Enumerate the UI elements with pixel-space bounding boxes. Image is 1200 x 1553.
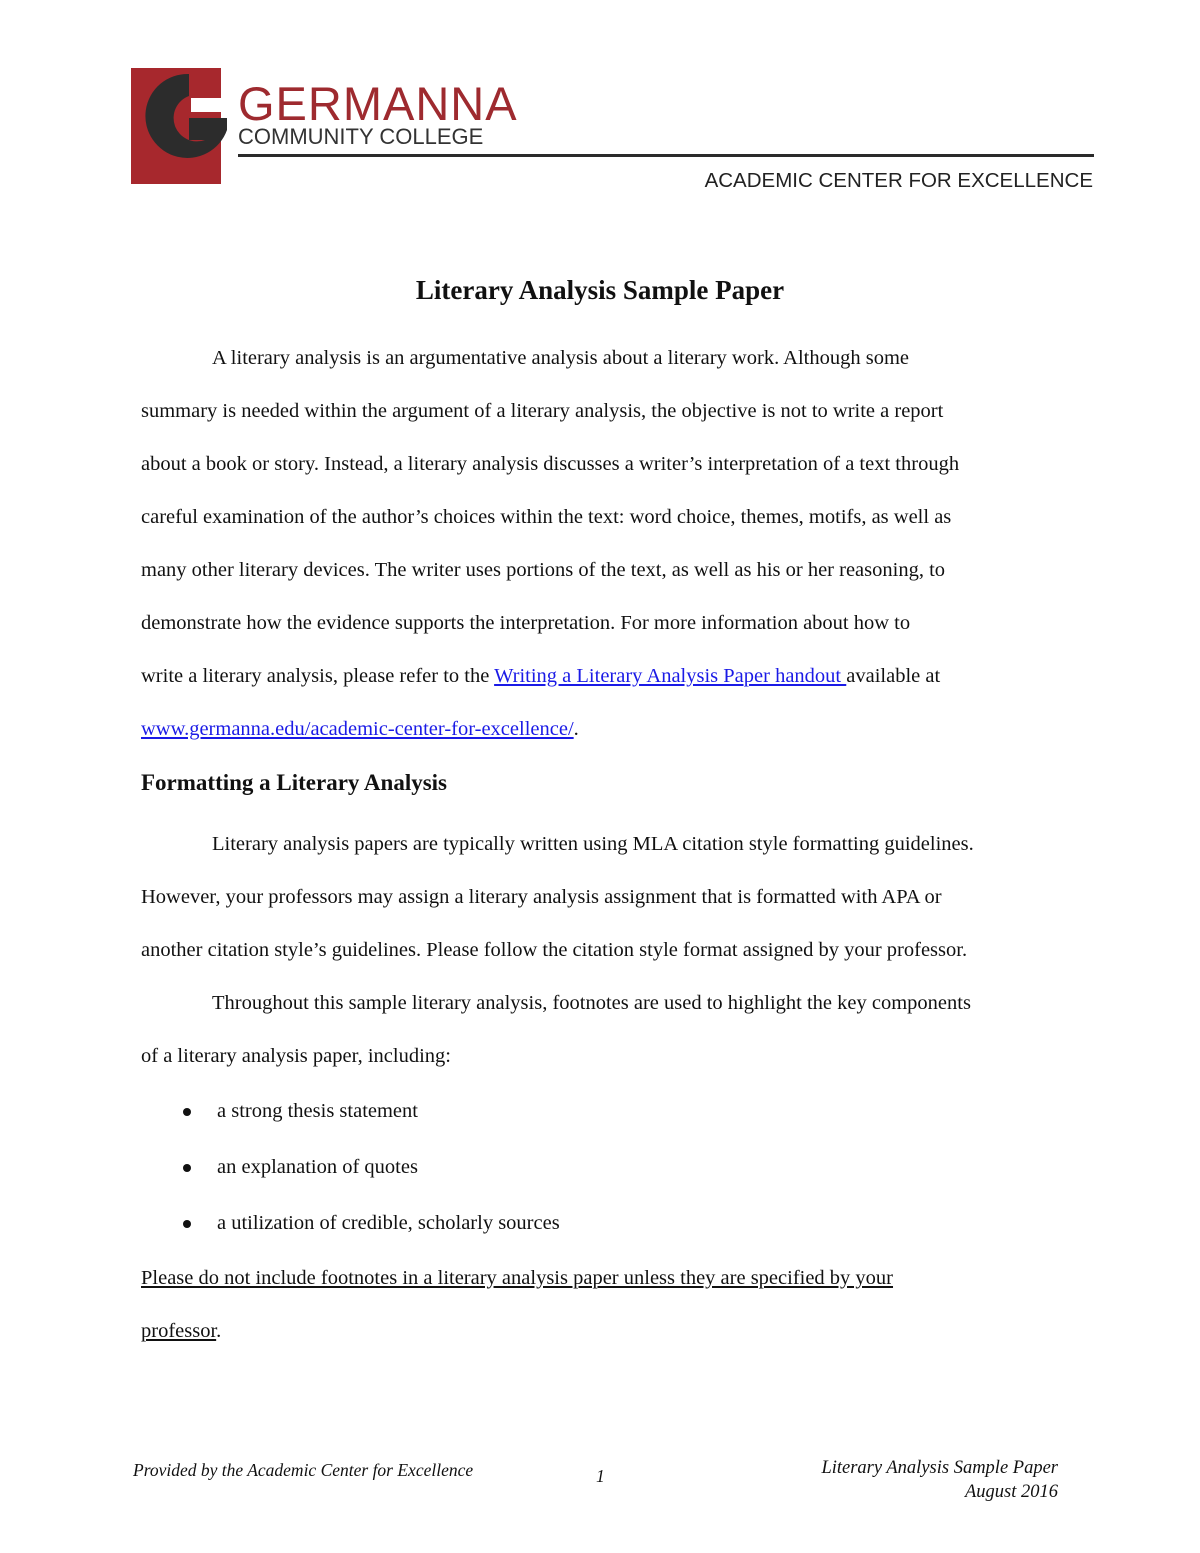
college-name: GERMANNA [238,77,518,130]
formatting-line: Literary analysis papers are typically written using MLA citation style formatting guidelines. [212,833,974,855]
bullet-icon [183,1164,191,1172]
footnote-note-end [141,1319,221,1344]
logo-g-icon [131,68,241,184]
website-link[interactable]: www.germanna.edu/academic-center-for-excellence/ [141,718,574,740]
formatting-line: Throughout this sample literary analysis, footnotes are used to highlight the key components [212,992,971,1014]
college-subtitle: COMMUNITY COLLEGE [238,124,484,149]
footer-provider: Provided by the Academic Center for Excellence [133,1460,474,1480]
intro-text: available at [846,665,941,687]
formatting-line: of a literary analysis paper, including: [141,1045,451,1067]
bullet-item: a strong thesis statement [217,1100,418,1122]
formatting-line: another citation style’s guidelines. Please follow the citation style format assigned by your professor. [141,939,968,961]
intro-line: careful examination of the author’s choices within the text: word choice, themes, motifs, as well as [141,506,952,528]
bullet-item: a utilization of credible, scholarly sources [217,1212,560,1234]
footnote-note-text: professor [141,1320,217,1342]
intro-line: summary is needed within the argument of a literary analysis, the objective is not to write a report [141,400,944,422]
intro-line: demonstrate how the evidence supports the interpretation. For more information about how to [141,612,911,634]
intro-text: write a literary analysis, please refer to the [141,665,495,687]
document-title: Literary Analysis Sample Paper [415,275,785,305]
handout-link[interactable]: Writing a Literary Analysis Paper handout [494,665,847,687]
intro-line: about a book or story. Instead, a literary analysis discusses a writer’s interpretation of a text through [141,453,960,475]
footer-doc-info [821,1456,1058,1504]
header-divider [238,154,1094,157]
intro-line-with-link [141,664,940,689]
section-heading: Formatting a Literary Analysis [141,770,447,795]
intro-line: many other literary devices. The writer uses portions of the text, as well as his or her reasoning, to [141,559,946,581]
footnote-note: Please do not include footnotes in a literary analysis paper unless they are specified by your [141,1267,894,1289]
period: . [216,1320,222,1342]
footer-title: Literary Analysis Sample Paper [821,1458,1058,1478]
intro-url-line [141,717,579,742]
bullet-item: an explanation of quotes [217,1156,418,1178]
college-logo-mark [131,68,221,184]
page-number: 1 [596,1466,605,1486]
bullet-icon [183,1108,191,1116]
period: . [573,718,579,740]
intro-line: A literary analysis is an argumentative analysis about a literary work. Although some [212,347,910,369]
footer-date: August 2016 [964,1482,1058,1503]
bullet-icon [183,1220,191,1228]
center-name: ACADEMIC CENTER FOR EXCELLENCE [704,169,1093,192]
formatting-line: However, your professors may assign a literary analysis assignment that is formatted with APA or [141,886,942,908]
